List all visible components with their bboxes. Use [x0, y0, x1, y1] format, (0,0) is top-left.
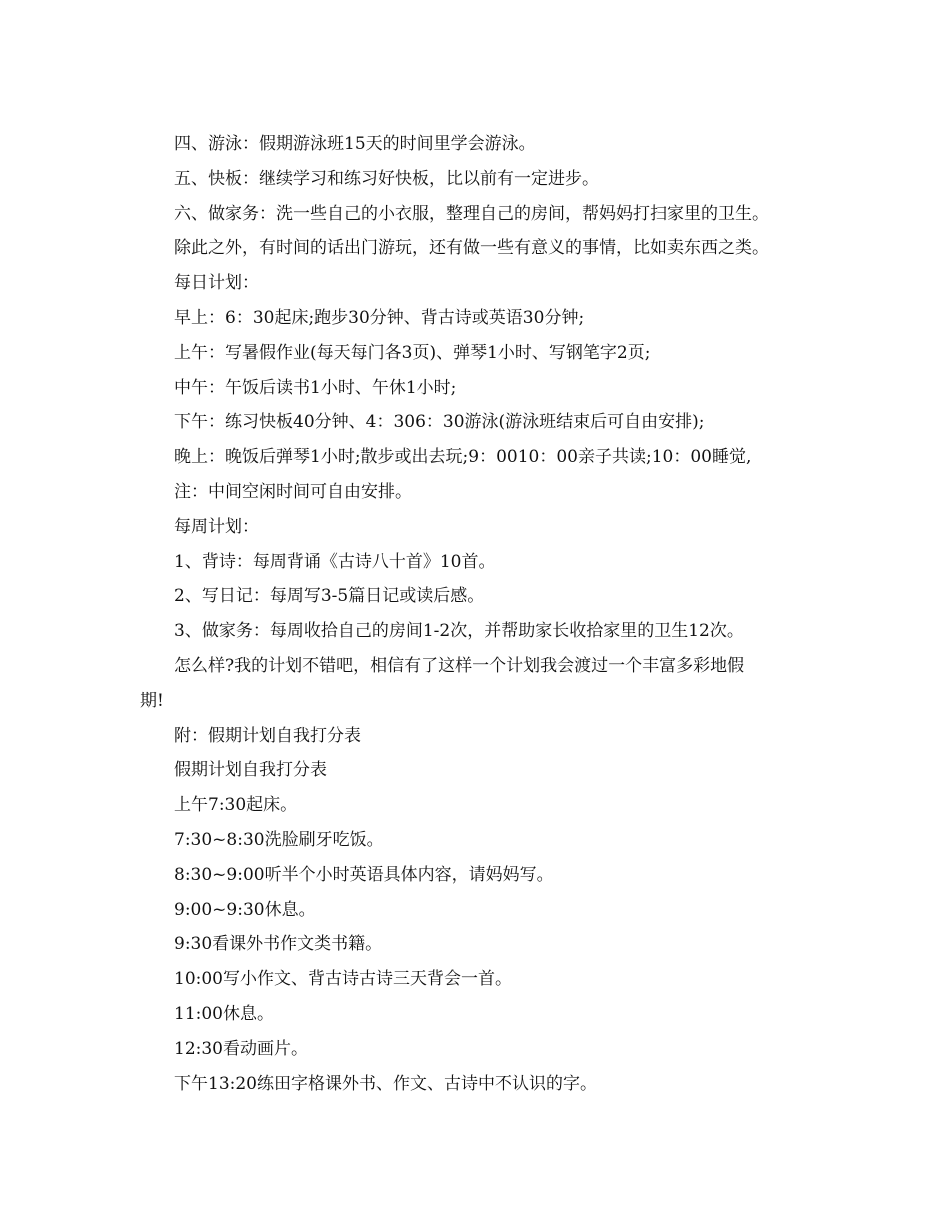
- text-line-evening: 晚上：晚饭后弹琴1小时;散步或出去玩;9：0010：00亲子共读;10：00睡觉,: [174, 447, 752, 468]
- text-line-besides: 除此之外，有时间的话出门游玩，还有做一些有意义的事情，比如卖东西之类。: [174, 238, 769, 259]
- schedule-item: 9:00~9:30休息。: [174, 899, 316, 920]
- schedule-item: 下午13:20练田字格课外书、作文、古诗中不认识的字。: [174, 1073, 597, 1094]
- schedule-item: 7:30~8:30洗脸刷牙吃饭。: [174, 829, 384, 850]
- text-line-weekly-housework: 3、做家务：每周收拾自己的房间1-2次，并帮助家长收拾家里的卫生12次。: [174, 621, 744, 642]
- text-line-weekly-diary: 2、写日记：每周写3-5篇日记或读后感。: [174, 586, 485, 607]
- text-line-early-morning: 早上：6：30起床;跑步30分钟、背古诗或英语30分钟;: [174, 307, 585, 328]
- schedule-item: 上午7:30起床。: [174, 795, 298, 816]
- schedule-item: 12:30看动画片。: [174, 1038, 308, 1059]
- document-body: [140, 127, 840, 1101]
- schedule-item: 9:30看课外书作文类书籍。: [174, 934, 383, 955]
- schedule-item: 8:30~9:00听半个小时英语具体内容，请妈妈写。: [174, 864, 554, 885]
- text-line-morning: 上午：写暑假作业(每天每门各3页)、弹琴1小时、写钢笔字2页;: [174, 342, 651, 363]
- score-table-title: 假期计划自我打分表: [174, 760, 327, 781]
- weekly-plan-heading: 每周计划：: [174, 516, 259, 537]
- appendix-heading: 附：假期计划自我打分表: [174, 725, 361, 746]
- schedule-item: 10:00写小作文、背古诗古诗三天背会一首。: [174, 969, 512, 990]
- text-line-kuaiban: 五、快板：继续学习和练习好快板，比以前有一定进步。: [174, 168, 599, 189]
- text-line-housework: 六、做家务：洗一些自己的小衣服，整理自己的房间，帮妈妈打扫家里的卫生。: [174, 203, 769, 224]
- daily-plan-heading: 每日计划：: [174, 273, 259, 294]
- text-line-noon: 中午：午饭后读书1小时、午休1小时;: [174, 377, 457, 398]
- schedule-item: 11:00休息。: [174, 1003, 274, 1024]
- text-line-weekly-poems: 1、背诗：每周背诵《古诗八十首》10首。: [174, 551, 496, 572]
- text-line-afternoon: 下午：练习快板40分钟、4：306：30游泳(游泳班结束后可自由安排);: [174, 412, 705, 433]
- text-line-conclusion-end: 期!: [140, 690, 164, 711]
- text-line-swimming: 四、游泳：假期游泳班15天的时间里学会游泳。: [174, 134, 536, 154]
- text-line-note: 注：中间空闲时间可自由安排。: [174, 481, 412, 502]
- text-line-conclusion: 怎么样?我的计划不错吧，相信有了这样一个计划我会渡过一个丰富多彩地假: [174, 655, 745, 676]
